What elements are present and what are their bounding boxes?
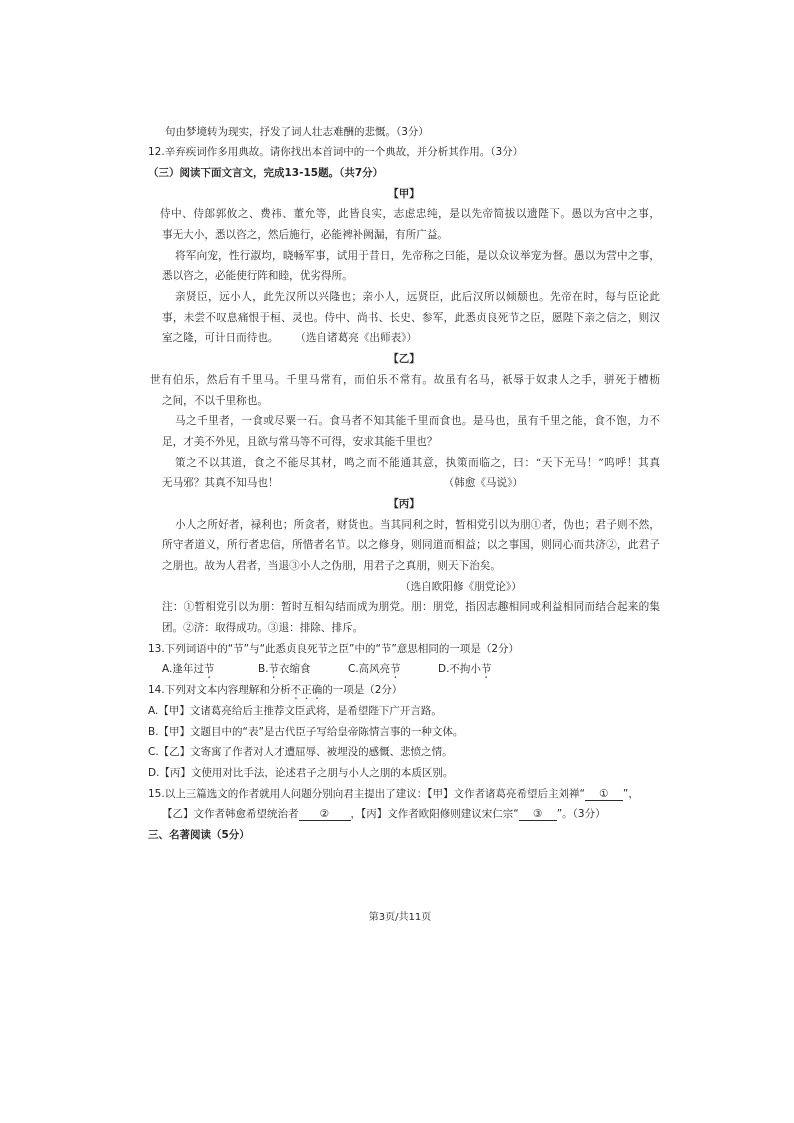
passage-yi-line: 世有伯乐，然后有千里马。千里马常有，而伯乐不常有。故虽有名马，祇辱于奴隶人之手，骈死于槽枥 (150, 373, 660, 386)
answer-blank-3: ③ (519, 808, 557, 821)
question-14-option-c: C.【乙】文寄寓了作者对人才遭屈辱、被埋没的感慨、悲愤之情。 (148, 746, 453, 759)
question-13-stem: 13.下列词语中的“节”与“此悉贞良死节之臣”中的“节”意思相同的一项是（2分） (148, 642, 520, 655)
option-text: B. (258, 663, 269, 676)
passage-jia-line: 事，未尝不叹息痛恨于桓、灵也。侍中、尚书、长史、参军，此悉贞良死节之臣，愿陛下亲之信之，则汉 (162, 311, 660, 324)
question-15-text: ”。（3分） (556, 808, 606, 821)
option-emphasis: 节 (203, 663, 215, 676)
stem-emphasis: 不正确 (290, 684, 323, 697)
question-13-option-a (162, 659, 258, 681)
question-13-options (148, 659, 660, 680)
question-14-option-a: A.【甲】文诸葛亮给后主推荐文臣武将，是希望陛下广开言路。 (148, 704, 442, 717)
question-15-line-1 (148, 784, 660, 805)
question-15-line-2 (148, 804, 660, 825)
question-15-text: ”， (622, 787, 639, 800)
passage-jia-source: （选自诸葛亮《出师表》） (300, 332, 418, 345)
passage-yi-line: 之间，不以千里称也。 (162, 394, 268, 407)
passage-yi-line: 策之不以其道，食之不能尽其材，鸣之而不能通其意，执策而临之，曰：“天下无马！”呜呼！其真 (175, 456, 660, 469)
passage-jia-line: 亲贤臣，远小人，此先汉所以兴隆也；亲小人，远贤臣，此后汉所以倾颓也。先帝在时，每与臣论此 (175, 291, 660, 304)
continuation-line: 句由梦境转为现实，抒发了词人壮志难酬的悲慨。（3分） (165, 125, 429, 138)
passage-yi-line: 足，才美不外见，且欲与常马等不可得，安求其能千里也？ (162, 435, 438, 448)
passage-jia-line: 将军向宠，性行淑均，晓畅军事，试用于昔日，先帝称之曰能，是以众议举宠为督。愚以为营中之事， (175, 249, 660, 262)
stem-text: 14.下列对文本内容理解和分析 (148, 684, 291, 697)
passage-jia-label: 【甲】 (388, 187, 420, 200)
question-15-text: 【乙】文作者韩愈希望统治者 (162, 808, 299, 821)
option-emphasis: 节 (390, 663, 401, 676)
question-14-option-d: D.【丙】文使用对比手法，论述君子之朋与小人之朋的本质区别。 (148, 766, 454, 779)
stem-text: 的一项是（2分） (322, 684, 403, 697)
passage-jia-line: 侍中、侍郎郭攸之、费祎、董允等，此皆良实，志虑忠纯，是以先帝简拔以遗陛下。愚以为宫中之事， (160, 208, 660, 221)
option-text: D.不拘小 (438, 663, 481, 676)
answer-blank-1: ① (585, 788, 623, 801)
passage-yi-last-line (148, 473, 660, 494)
passage-bing-line: 小人之所好者，禄利也；所贪者，财货也。当其同利之时，暂相党引以为朋①者，伪也；君子则不然， (175, 518, 660, 531)
option-emphasis: 节 (268, 663, 280, 676)
option-text: A.逢年过 (162, 663, 204, 676)
question-13-option-b (258, 659, 348, 681)
question-13-option-d (438, 659, 528, 681)
section-heading: （三）阅读下面文言文，完成13-15题。（共7分） (148, 166, 384, 179)
passage-yi-line: 马之千里者，一食或尽粟一石。食马者不知其能千里而食也。是马也，虽有千里之能，食不饱，力不 (175, 415, 660, 428)
page-number-footer: 第3页/共11页 (368, 912, 432, 923)
question-14-stem (148, 680, 660, 701)
passage-bing-line: 之朋也。故为人君者，当退③小人之伪朋，用君子之真朋，则天下治矣。 (162, 560, 501, 573)
footnote-line: 注：①暂相党引以为朋：暂时互相勾结而成为朋党。朋：朋党，指因志趣相同或利益相同而结合起来的集 (162, 601, 660, 614)
passage-yi-source: （韩愈《马说》） (443, 477, 523, 490)
question-13-option-c (348, 659, 438, 681)
passage-jia-last-line (148, 328, 660, 349)
section-3-heading: 三、名著阅读（5分） (148, 828, 250, 841)
passage-bing-line: 所守者道义，所行者忠信，所惜者名节。以之修身，则同道而相益；以之事国，则同心而共济②，此君子 (162, 539, 660, 552)
passage-yi-label: 【乙】 (388, 353, 420, 366)
answer-blank-2: ② (299, 808, 351, 821)
option-text: 衣缩食 (279, 663, 311, 676)
passage-jia-line-text: 室之隆，可计日而待也。 (162, 332, 279, 345)
passage-jia-line: 悉以咨之，必能使行阵和睦，优劣得所。 (162, 270, 353, 283)
question-14-option-b: B.【甲】文题目中的“表”是古代臣子写给皇帝陈情言事的一种文体。 (148, 725, 464, 738)
passage-bing-label: 【丙】 (388, 497, 420, 510)
passage-yi-line-text: 无马邪？其真不知马也！ (162, 477, 279, 490)
option-text: C.高风亮 (348, 663, 391, 676)
passage-jia-line: 事无大小，悉以咨之，然后施行，必能裨补阙漏，有所广益。 (162, 229, 449, 242)
option-emphasis: 节 (480, 663, 492, 676)
page-content (148, 122, 660, 846)
footnote-line: 团。②济：取得成功。③退：排除、排斥。 (162, 622, 364, 635)
question-15-text: 15.以上三篇选文的作者就用人问题分别向君主提出了建议：【甲】文作者诸葛亮希望后主刘禅“ (148, 787, 585, 800)
question-12: 12.辛弃疾词作多用典故。请你找出本首词中的一个典故，并分析其作用。（3分） (148, 146, 524, 159)
passage-bing-source: （选自欧阳修《朋党论》） (400, 580, 522, 593)
question-15-text: ，【丙】文作者欧阳修则建议宋仁宗“ (350, 808, 519, 821)
